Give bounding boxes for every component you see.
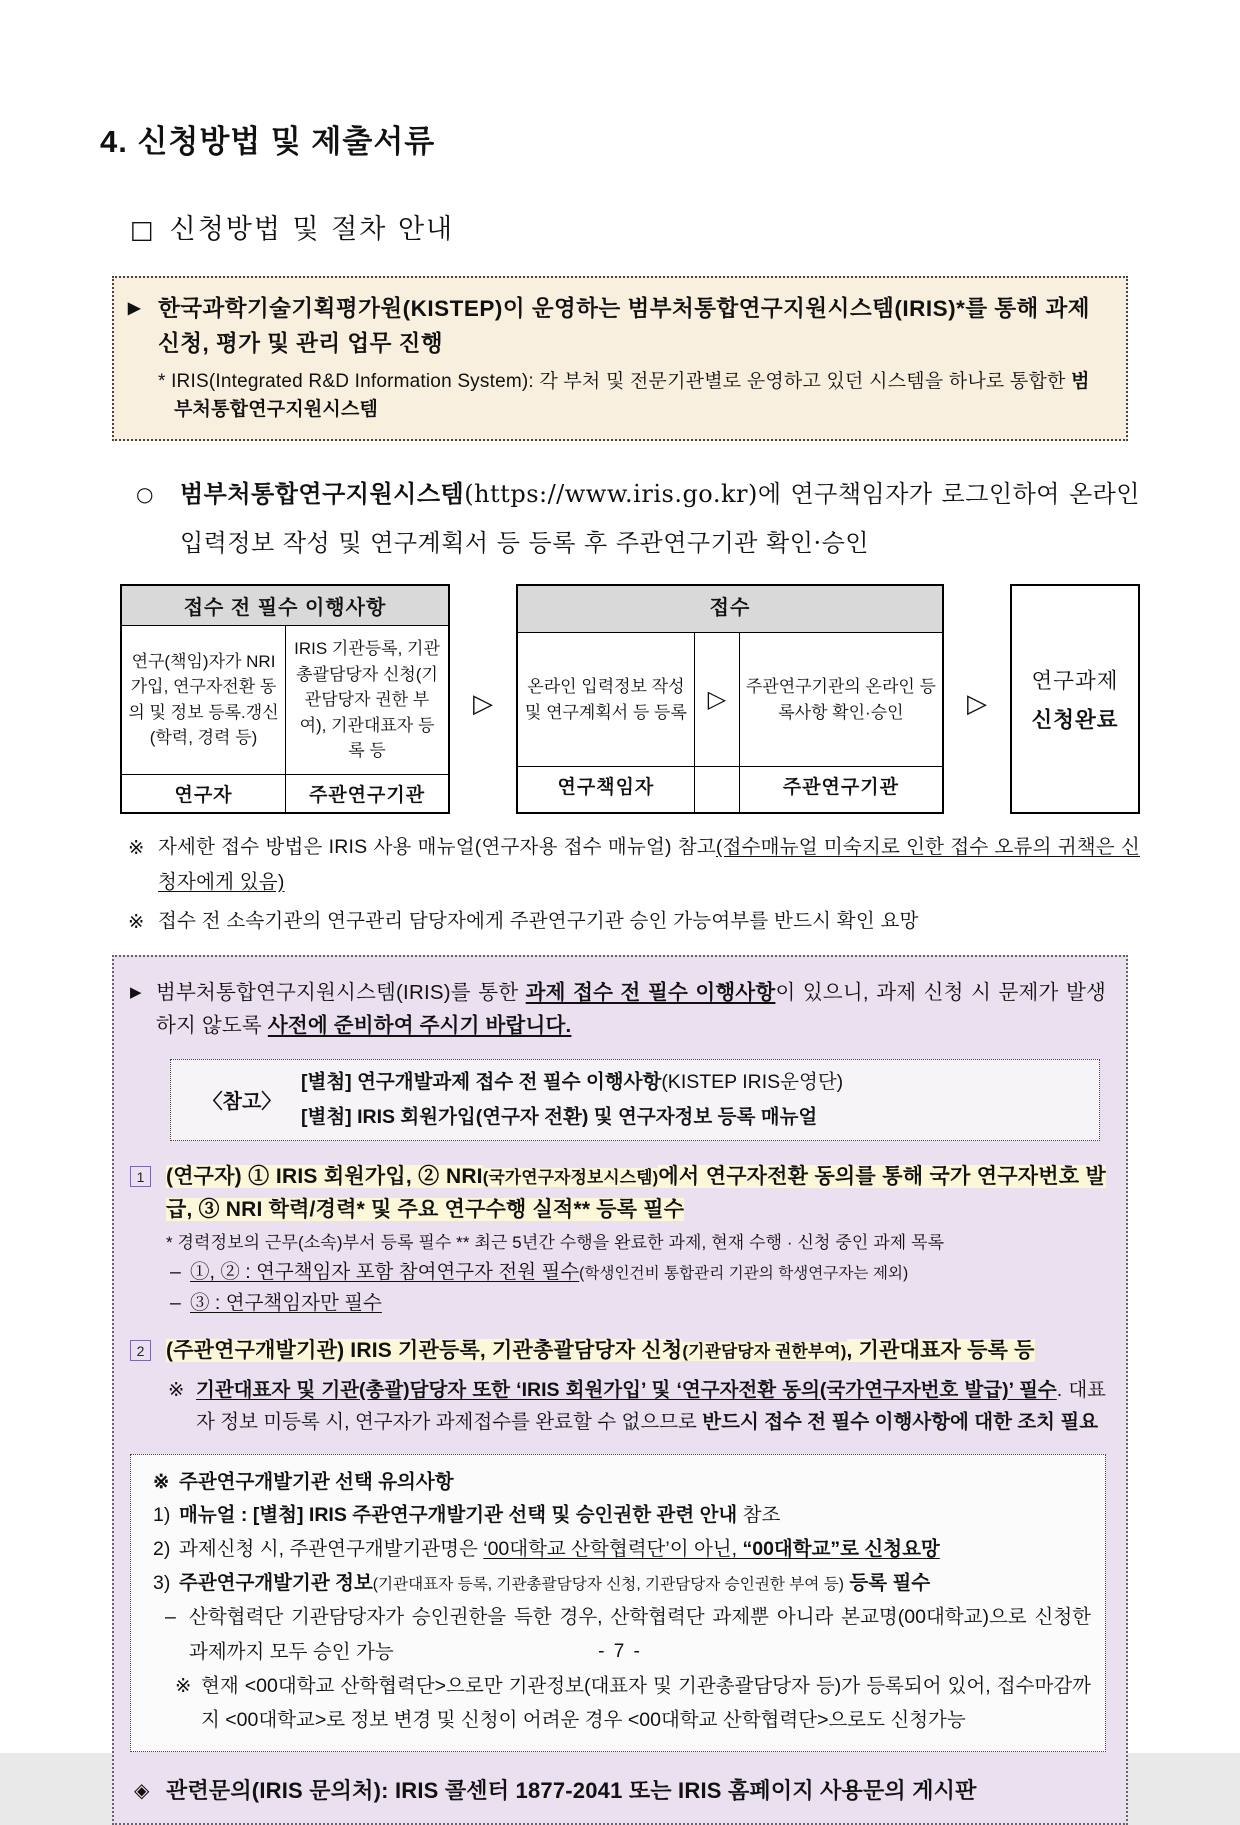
application-complete-box <box>1010 584 1140 814</box>
section-subtitle <box>130 207 1140 246</box>
iris-intro-text: 범부처통합연구지원시스템(IRIS)를 통한 과제 접수 전 필수 이행사항이 있으니, 과제 신청 시 문제가 발생하지 않도록 사전에 준비하여 주시기 바랍니다. <box>156 980 1106 1037</box>
dash-icon: – <box>170 1260 181 1283</box>
reference-item: [별첨] 연구개발과제 접수 전 필수 이행사항(KISTEP IRIS운영단) <box>301 1070 844 1093</box>
section-researcher-header: (연구자) ① IRIS 회원가입, ② NRI(국가연구자정보시스템)에서 연구자전환 동의를 통해 국가 연구자번호 발급, ③ NRI 학력/경력* 및 주요 연구수행 실적** 등록 필수 <box>166 1165 1106 1221</box>
reference-mark-icon: ※ <box>128 836 145 859</box>
note-approval-check <box>128 904 1140 939</box>
pre-receipt-researcher-footer: 연구자 <box>122 774 285 812</box>
section-researcher-item <box>166 1257 1106 1288</box>
section-researcher-item-text: ①, ② : 연구책임자 포함 참여연구자 전원 필수(학생인건비 통합관리 기관의 학생연구자는 제외) <box>190 1260 909 1283</box>
application-flow-diagram <box>120 584 1140 814</box>
reference-item: [별첨] IRIS 회원가입(연구자 전환) 및 연구자정보 등록 매뉴얼 <box>301 1105 818 1128</box>
caution-title-text: 주관연구개발기관 선택 유의사항 <box>179 1470 454 1493</box>
section-lead-institute-note <box>166 1374 1106 1438</box>
section-subtitle-text: 신청방법 및 절차 안내 <box>169 214 455 245</box>
caution-line-manual <box>145 1498 1091 1532</box>
result-line2: 신청완료 <box>1031 707 1119 732</box>
caution-line-naming <box>145 1532 1091 1566</box>
result-line1: 연구과제 <box>1031 668 1119 693</box>
caution-line-current-status <box>145 1669 1091 1737</box>
triangle-bullet-icon: ▶ <box>130 983 142 1001</box>
section-lead-institute-header: (주관연구개발기관) IRIS 기관등록, 기관총괄담당자 신청(기관담당자 권한부여), 기관대표자 등록 등 <box>166 1339 1035 1362</box>
attachment-reference-box <box>170 1059 1100 1142</box>
flow-arrow-icon: ▷ <box>967 688 987 719</box>
section-lead-institute-body <box>166 1368 1106 1438</box>
square-bullet-icon: □ <box>130 215 156 244</box>
caution-title-row <box>145 1467 1091 1498</box>
section-lead-institute-note-text: 기관대표자 및 기관(총괄)담당자 또한 ‘IRIS 회원가입’ 및 ‘연구자전환 동의(국가연구자번호 발급)’ 필수. 대표자 정보 미등록 시, 연구자가 과제접수를 완료할 수 없으므로 반드시 접수 전 필수 이행사항에 대한 조치 필요 <box>196 1378 1106 1433</box>
pre-receipt-researcher-cell: 연구(책임)자가 NRI 가입, 연구자전환 동의 및 정보 등록.갱신 (학력, 경력 등) <box>128 651 279 748</box>
diamond-bullet-icon: ◈ <box>134 1779 150 1802</box>
pre-receipt-header: 접수 전 필수 이행사항 <box>122 586 448 626</box>
note-manual-text: 자세한 접수 방법은 IRIS 사용 매뉴얼(연구자용 접수 매뉴얼) 참고(접수매뉴얼 미숙지로 인한 접수 오류의 귀책은 신청자에게 있음) <box>158 835 1140 893</box>
section-researcher-item <box>166 1288 1106 1319</box>
caution-line-text: 주관연구개발기관 정보(기관대표자 등록, 기관총괄담당자 신청, 기관담당자 승인권한 부여 등) 등록 필수 <box>179 1572 931 1595</box>
section-number-badge: 1 <box>130 1166 151 1187</box>
list-number: 2) <box>153 1538 171 1561</box>
institute-selection-caution-box <box>130 1454 1106 1752</box>
receipt-pi-footer: 연구책임자 <box>518 766 694 811</box>
reference-notes <box>128 830 1140 939</box>
caution-line-info <box>145 1566 1091 1600</box>
section-researcher-body <box>166 1226 1106 1319</box>
section-number-badge: 2 <box>130 1340 151 1361</box>
kistep-notice-box <box>112 276 1128 441</box>
pre-receipt-table <box>120 584 450 814</box>
dash-icon: – <box>170 1291 181 1314</box>
receipt-institute-footer: 주관연구기관 <box>740 766 942 811</box>
receipt-online-entry-cell: 온라인 입력정보 작성 및 연구계획서 등 등록 <box>524 677 687 722</box>
caution-line-text: 과제신청 시, 주관연구개발기관명은 ‘00대학교 산학협력단’이 아닌, “00대학교”로 신청요망 <box>179 1538 940 1561</box>
flow-arrow-icon: ▷ <box>473 688 493 719</box>
caution-line-text: 현재 <00대학교 산학협력단>으로만 기관정보(대표자 및 기관총괄담당자 등)가 등록되어 있어, 접수마감까지 <00대학교>로 정보 변경 및 신청이 어려운 경우 <00대학교 산학협력단>으로도 신청가능 <box>201 1674 1091 1731</box>
pre-receipt-institute-footer: 주관연구기관 <box>285 774 448 812</box>
iris-contact-line <box>130 1774 1106 1807</box>
note-manual <box>128 830 1140 900</box>
page-number: - 7 - <box>598 1641 642 1662</box>
dash-icon: – <box>165 1606 176 1629</box>
list-number: 1) <box>153 1504 171 1527</box>
notice-main-row <box>128 292 1108 362</box>
section-researcher-subnote: * 경력정보의 근무(소속)부서 등록 필수 ** 최근 5년간 수행을 완료한 과제, 현재 수행 · 신청 중인 과제 목록 <box>166 1233 945 1253</box>
reference-label: 〈참고〉 <box>202 1091 282 1114</box>
notice-footnote: * IRIS(Integrated R&D Information System): 각 부처 및 전문기관별로 운영하고 있던 시스템을 하나로 통합한 범부처통합연구지원시스템 <box>158 370 1090 421</box>
section-lead-institute <box>130 1335 1106 1438</box>
flow-arrow-icon: ▷ <box>694 633 740 766</box>
login-procedure-paragraph <box>100 469 1140 568</box>
reference-mark-icon: ※ <box>128 910 145 933</box>
page-title: 4. 신청방법 및 제출서류 <box>100 124 436 159</box>
receipt-confirm-cell: 주관연구기관의 온라인 등록사항 확인·승인 <box>745 677 936 722</box>
notice-main-text: 한국과학기술기획평가원(KISTEP)이 운영하는 범부처통합연구지원시스템(IRIS)*를 통해 과제 신청, 평가 및 관리 업무 진행 <box>158 296 1091 356</box>
reference-mark-icon: ※ <box>153 1470 170 1493</box>
reference-items <box>301 1070 1087 1131</box>
note-approval-check-text: 접수 전 소속기관의 연구관리 담당자에게 주관연구기관 승인 가능여부를 반드시 확인 요망 <box>158 909 919 932</box>
receipt-footer-gap <box>694 766 740 811</box>
receipt-table <box>516 584 944 814</box>
login-procedure-text: 범부처통합연구지원시스템(https://www.iris.go.kr)에 연구책임자가 로그인하여 온라인 입력정보 작성 및 연구계획서 등 등록 후 주관연구기관 확인·승인 <box>180 478 1140 557</box>
pre-receipt-institute-cell: IRIS 기관등록, 기관총괄담당자 신청(기관담당자 권한 부여), 기관대표자 등록 등 <box>285 626 448 774</box>
section-researcher <box>130 1161 1106 1319</box>
iris-contact-text: 관련문의(IRIS 문의처): IRIS 콜센터 1877-2041 또는 IRIS 홈페이지 사용문의 게시판 <box>166 1777 977 1803</box>
section-researcher-item-text: ③ : 연구책임자만 필수 <box>190 1291 382 1314</box>
triangle-bullet-icon: ▶ <box>128 300 141 317</box>
reference-mark-icon: ※ <box>175 1674 192 1697</box>
caution-line-text: 산학협력단 기관담당자가 승인권한을 득한 경우, 산학협력단 과제뿐 아니라 본교명(00대학교)으로 신청한 과제까지 모두 승인 가능 <box>189 1606 1091 1663</box>
reference-mark-icon: ※ <box>168 1378 185 1401</box>
list-number: 3) <box>153 1572 171 1595</box>
iris-requirements-box <box>112 955 1128 1825</box>
receipt-header: 접수 <box>518 586 942 633</box>
caution-line-text: 매뉴얼 : [별첨] IRIS 주관연구개발기관 선택 및 승인권한 관련 안내 참조 <box>179 1504 781 1527</box>
iris-intro-row <box>130 977 1106 1043</box>
circle-bullet-icon: ○ <box>136 481 154 506</box>
